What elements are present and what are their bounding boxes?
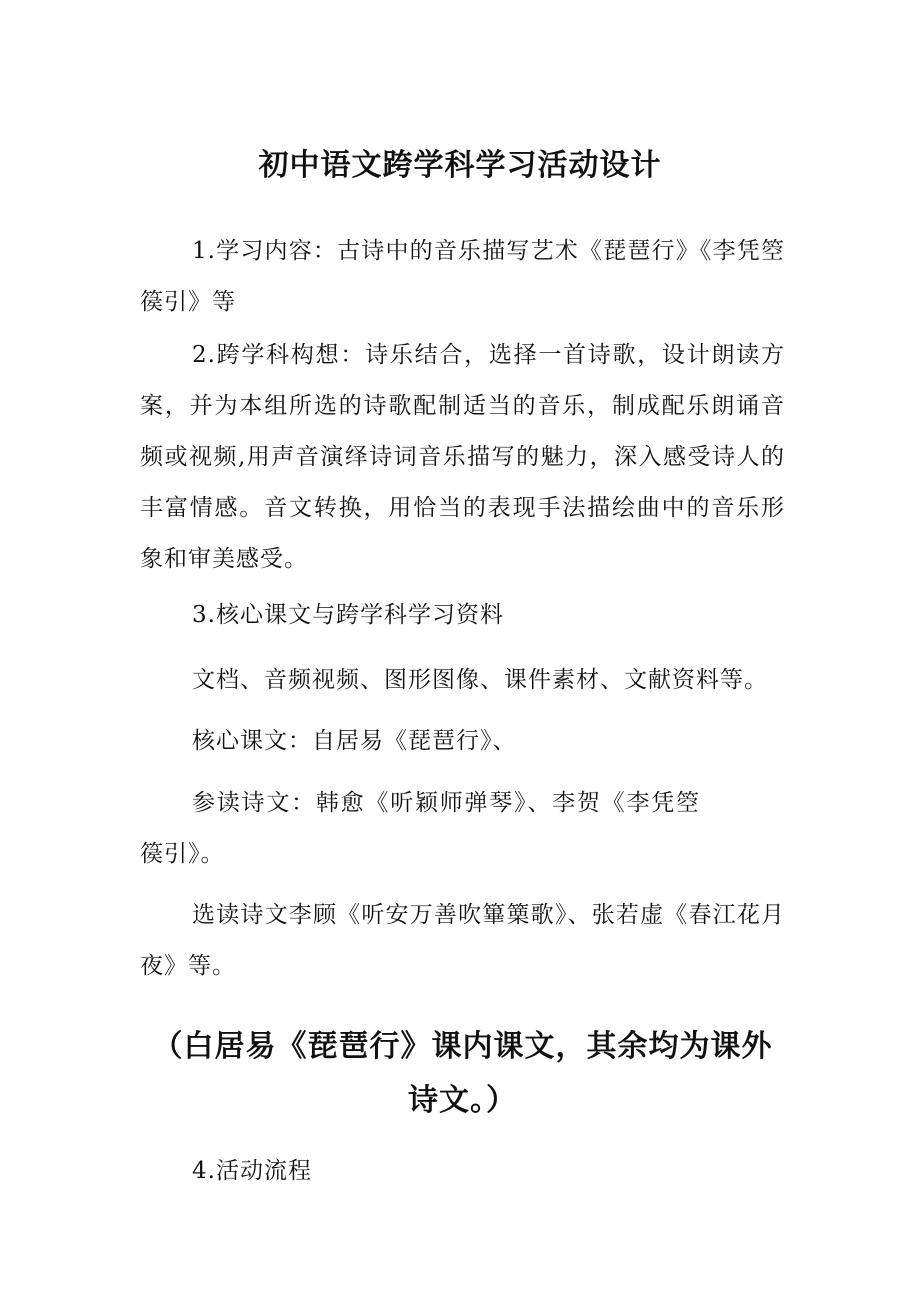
item-activity-flow: 4.活动流程 [192, 1158, 312, 1184]
reference-texts: 参读诗文：韩愈《听颖师弹琴》、李贺《李凭箜篌引》。 [140, 790, 700, 867]
item-interdisciplinary-concept: 2.跨学科构想：诗乐结合，选择一首诗歌，设计朗读方案，并为本组所选的诗歌配制适当的音乐，制成配乐朗诵音频或视频,用声音演绎诗词音乐描写的魅力，深入感受诗人的丰富情感。音文转换，用恰当的表现手法描绘曲中的音乐形象和审美感受。 [140, 342, 785, 572]
materials-list: 文档、音频视频、图形图像、课件素材、文献资料等。 [192, 667, 768, 693]
core-text-line: 核心课文：自居易《琵琶行》、 [192, 728, 517, 754]
item-core-texts-heading: 3.核心课文与跨学科学习资料 [192, 602, 504, 628]
bold-note: （白居易《琵琶行》课内课文，其余均为课外诗文。） [152, 1029, 773, 1118]
optional-texts: 选读诗文李顾《听安万善吹篳篥歌》、张若虚《春江花月夜》等。 [140, 902, 785, 979]
document-title: 初中语文跨学科学习活动设计 [258, 148, 662, 183]
item-learning-content: 1.学习内容：古诗中的音乐描写艺术《琵琶行》《李凭箜篌引》等 [140, 238, 785, 315]
